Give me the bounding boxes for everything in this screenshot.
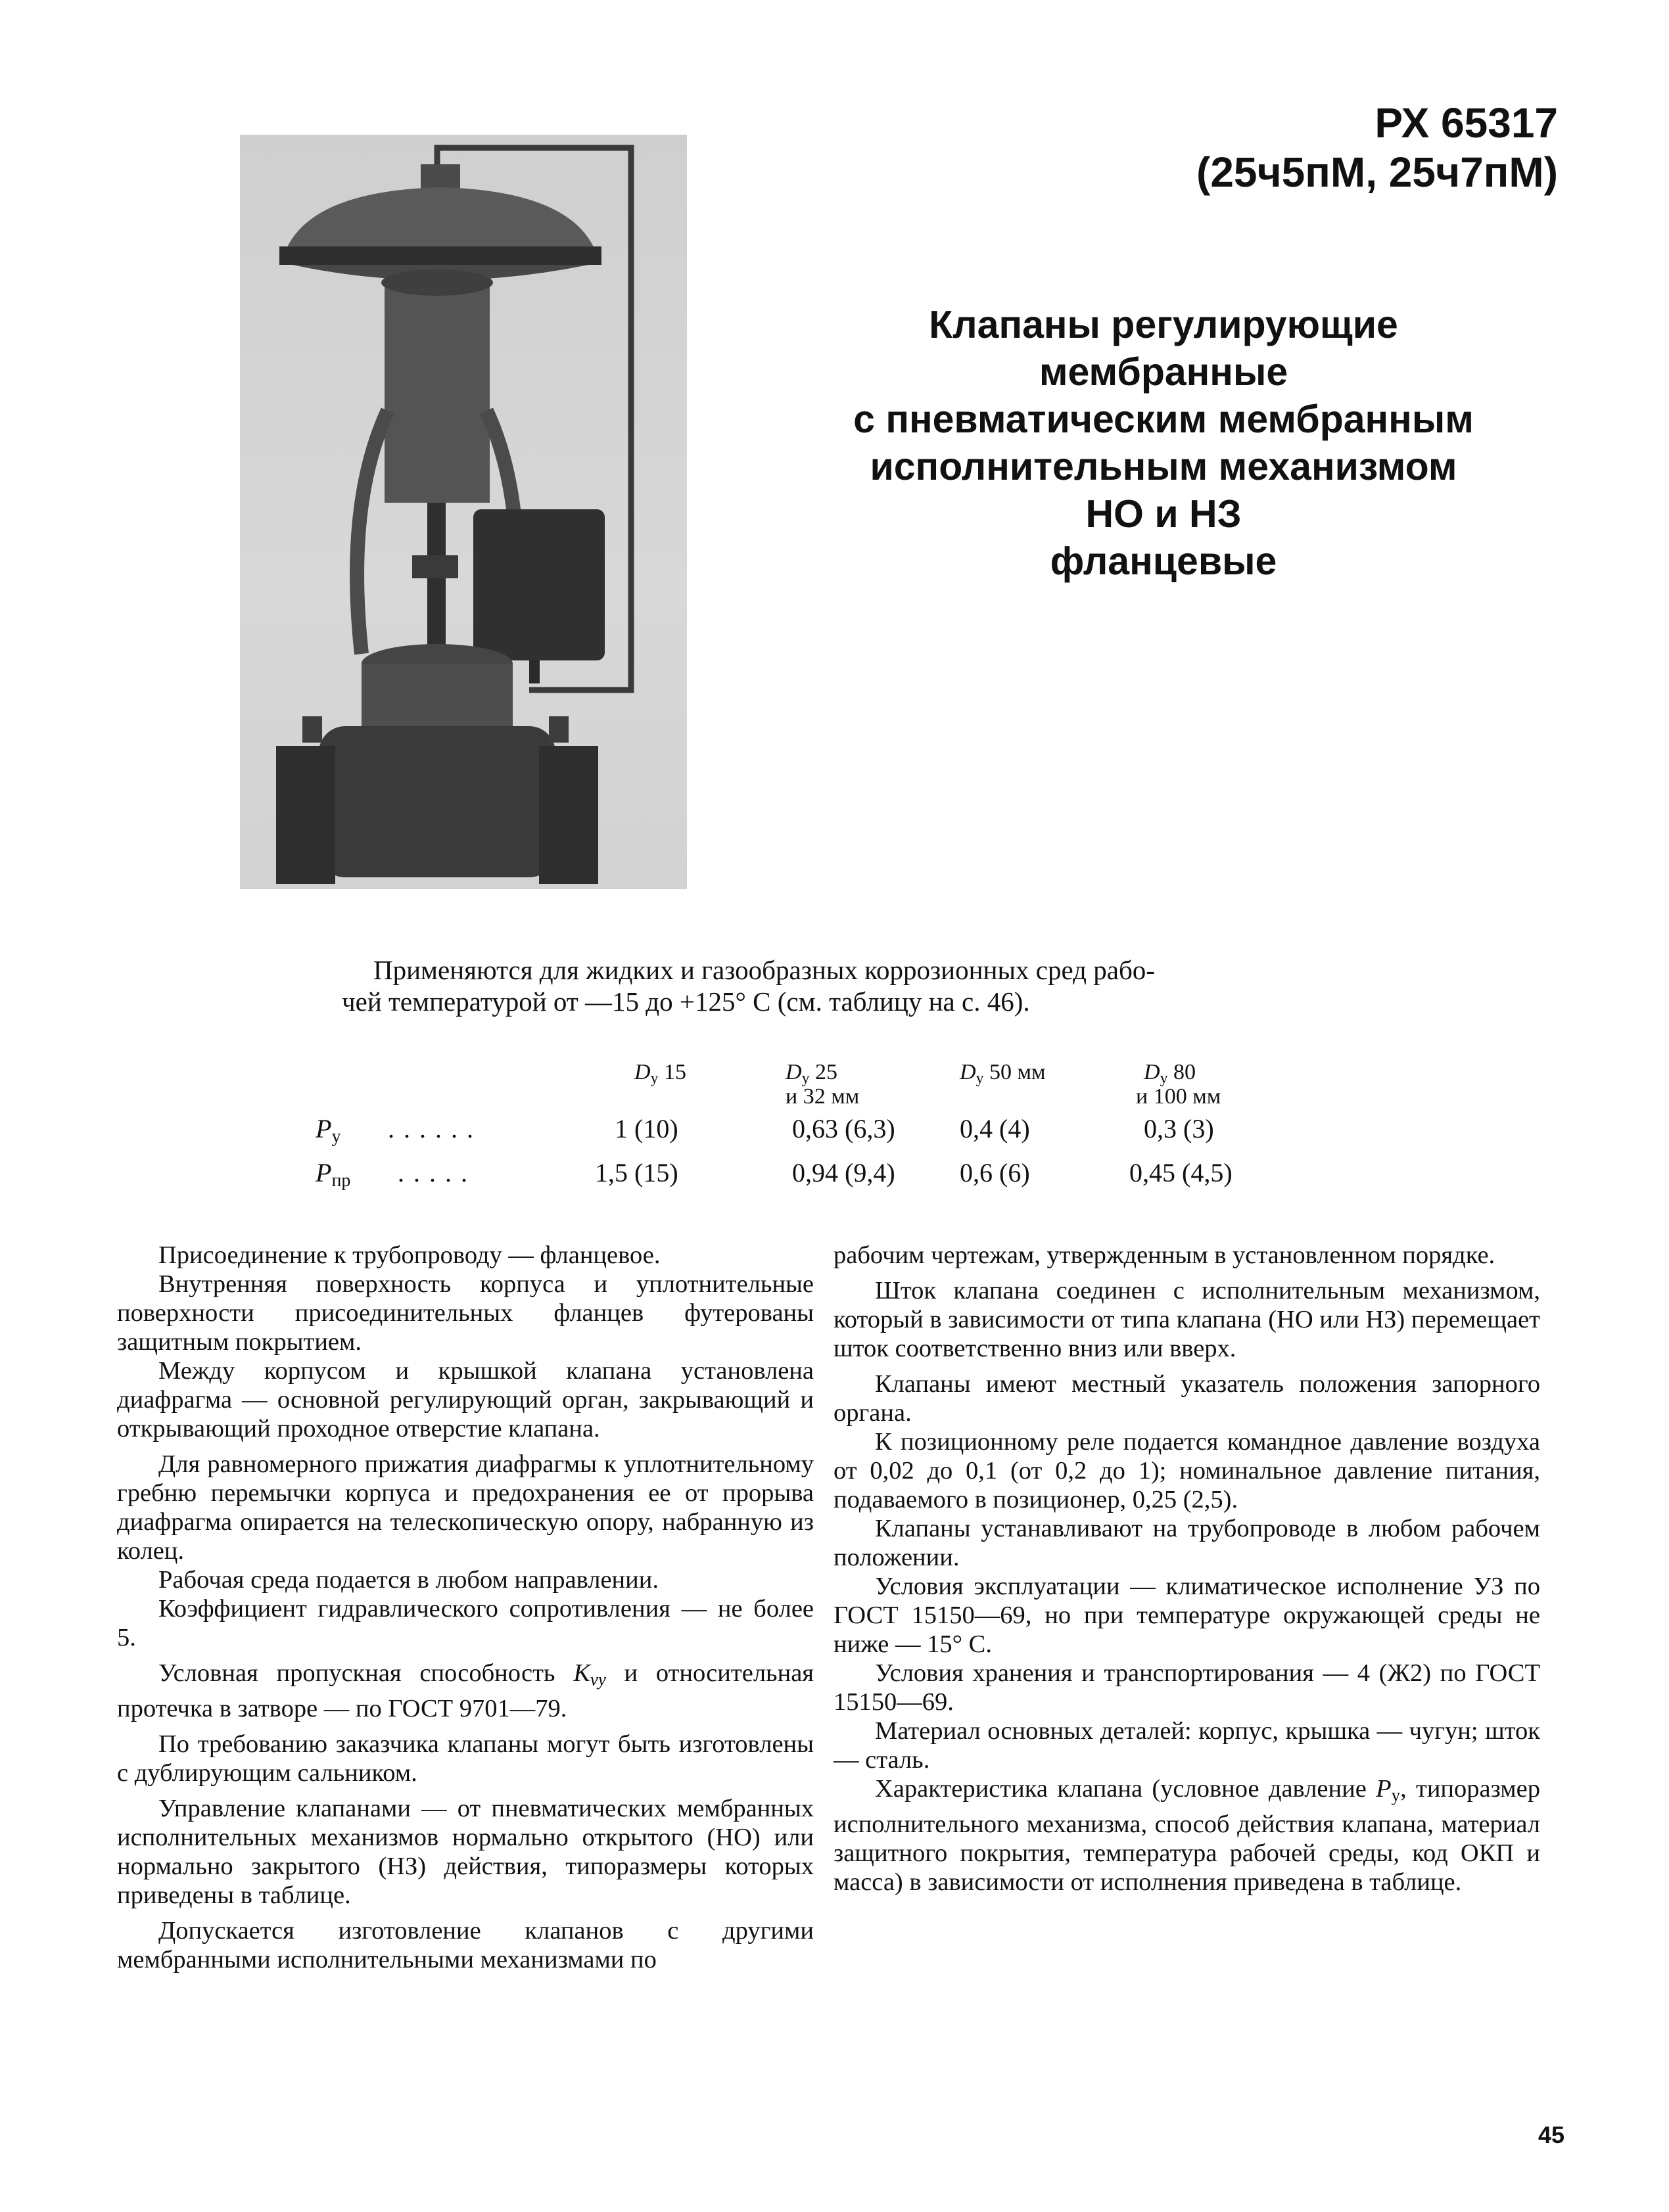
paragraph: Материал основных деталей: корпус, крышка — чугун; шток — сталь.: [834, 1717, 1540, 1774]
title-line: Клапаны регулирующие: [929, 303, 1398, 346]
valve-photo: [240, 135, 687, 889]
product-code: РХ 65317: [1375, 99, 1558, 147]
row-label-py: $P_у$: [316, 1114, 341, 1147]
paragraph: Управление клапанами — от пневматических мембранных исполнительных механизмов нормально открытого (НО) или нормально закрытого (НЗ) действия, типоразмеры которых приведены в таблице.: [117, 1794, 814, 1909]
paragraph: Условия эксплуатации — климатическое исполнение УЗ по ГОСТ 15150—69, но при температуре окружающей среды не ниже — 15° С.: [834, 1573, 1540, 1658]
paragraph: рабочим чертежам, утвержденным в установленном порядке.: [834, 1241, 1495, 1269]
table-cell: 0,94 (9,4): [792, 1158, 895, 1187]
paragraph: Рабочая среда подается в любом направлении.: [158, 1566, 659, 1594]
paragraph: Присоединение к трубопроводу — фланцевое.: [158, 1241, 661, 1269]
title-line: НО и НЗ: [1085, 492, 1242, 536]
table-header: $D_у$ 25: [786, 1060, 837, 1087]
table-cell: 0,3 (3): [1144, 1114, 1214, 1143]
paragraph: Допускается изготовление клапанов с другими мембранными исполнительными механизмами по: [117, 1916, 814, 1973]
page-title: [835, 301, 1492, 585]
paragraph: Характеристика клапана (условное давление $P_у$, типоразмер исполнительного механизма, способ действия клапана, материал защитного покрытия, температура рабочей среды, код ОКП и масса) в зависимости от исполнения приведена в таблице.: [834, 1775, 1540, 1896]
paragraph: Для равномерного прижатия диафрагмы к уплотнительному гребню перемычки корпуса и предохранения ее от прорыва диафрагма опирается на телескопическую опору, набранную из колец.: [117, 1450, 814, 1565]
title-line: мембранные: [1039, 350, 1288, 394]
row-dots: . . . . . .: [388, 1114, 475, 1143]
table-cell: 0,45 (4,5): [1129, 1158, 1233, 1187]
paragraph: Условия хранения и транспортирования — 4 (Ж2) по ГОСТ 15150—69.: [834, 1659, 1540, 1716]
left-column: [117, 1241, 814, 1974]
table-header: $D_у$ 15: [634, 1060, 686, 1087]
product-variants: (25ч5пМ, 25ч7пМ): [1196, 149, 1558, 196]
table-header: $D_у$ 50 мм: [960, 1060, 1046, 1087]
paragraph: Клапаны имеют местный указатель положения запорного органа.: [834, 1370, 1540, 1427]
table-cell: 0,63 (6,3): [792, 1114, 895, 1143]
table-cell: 1,5 (15): [595, 1158, 678, 1187]
paragraph: Условная пропускная способность $K_{vу}$ и относительная протечка в затворе — по ГОСТ 9701—79.: [117, 1659, 814, 1722]
title-line: исполнительным механизмом: [870, 445, 1457, 488]
paragraph: По требованию заказчика клапаны могут быть изготовлены с дублирующим сальником.: [117, 1730, 814, 1787]
table-cell: 0,6 (6): [960, 1158, 1030, 1187]
table-header-line2: и 32 мм: [786, 1084, 860, 1109]
paragraph: Шток клапана соединен с исполнительным механизмом, который в зависимости от типа клапана (НО или НЗ) перемещает шток соответственно вниз или вверх.: [834, 1277, 1540, 1362]
table-cell: 1 (10): [615, 1114, 678, 1143]
paragraph: Клапаны устанавливают на трубопроводе в любом рабочем положении.: [834, 1515, 1540, 1571]
paragraph: Коэффициент гидравлического сопротивления — не более 5.: [117, 1595, 814, 1651]
table-header-line2: и 100 мм: [1136, 1084, 1221, 1109]
paragraph: Между корпусом и крышкой клапана установлена диафрагма — основной регулирующий орган, закрывающий и открывающий проходное отверстие клапана.: [117, 1357, 814, 1442]
title-line: фланцевые: [1050, 540, 1277, 583]
page-number: 45: [1538, 2121, 1564, 2148]
table-cell: 0,4 (4): [960, 1114, 1030, 1143]
title-line: с пневматическим мембранным: [853, 398, 1474, 441]
paragraph: К позиционному реле подается командное давление воздуха от 0,02 до 0,1 (от 0,2 до 1); номинальное давление питания, подаваемого в позиционер, 0,25 (2,5).: [834, 1428, 1540, 1513]
table-header: $D_у$ 80: [1144, 1060, 1196, 1087]
intro-paragraph: [342, 954, 1308, 1017]
intro-line: чей температурой от —15 до +125° С (см. таблицу на с. 46).: [342, 986, 1030, 1017]
row-label-ppr: $P_{пр}$: [316, 1158, 351, 1191]
row-dots: . . . . .: [398, 1158, 469, 1187]
right-column: [834, 1241, 1540, 1897]
paragraph: Внутренняя поверхность корпуса и уплотнительные поверхности присоединительных фланцев футерованы защитным покрытием.: [117, 1270, 814, 1356]
intro-line: Применяются для жидких и газообразных коррозионных сред рабо-: [373, 955, 1155, 985]
